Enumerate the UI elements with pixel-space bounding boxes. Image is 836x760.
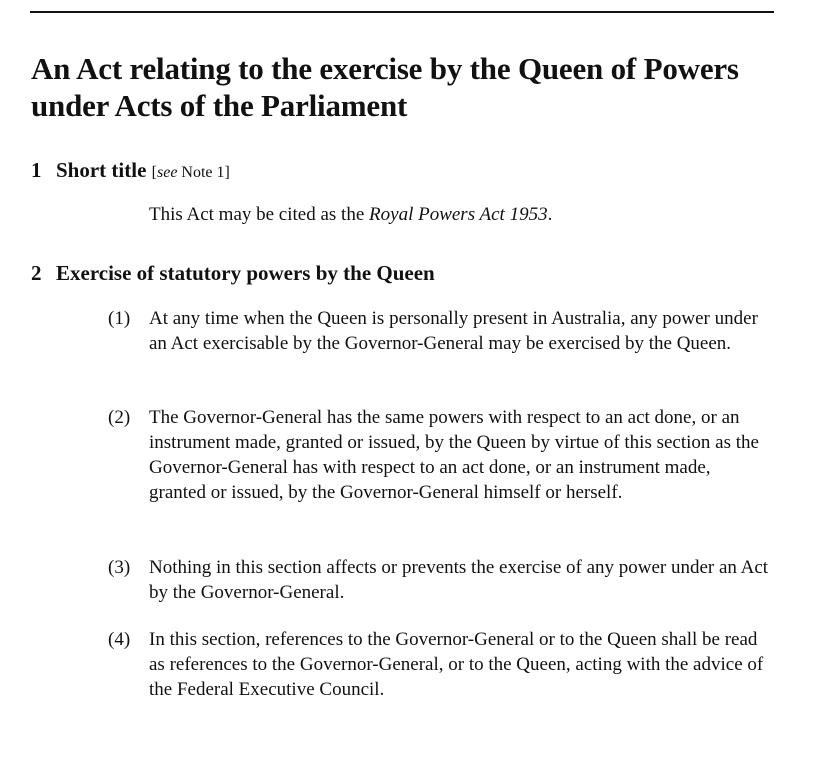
note-label: Note 1] <box>177 164 230 181</box>
section-1-text <box>149 202 552 227</box>
subsection-number: (2) <box>108 407 131 428</box>
subsection-2 <box>108 405 788 505</box>
act-title: An Act relating to the exercise by the Queen of Powers under Acts of the Parliament <box>31 51 739 123</box>
subsection-4 <box>108 627 788 702</box>
section-1-title: Short title <box>56 158 147 182</box>
subsection-number: (3) <box>108 557 131 578</box>
subsection-number: (1) <box>108 308 131 329</box>
subsection-text: At any time when the Queen is personally present in Australia, any power under an Act exercisable by the Governor-General may be exercised by the Queen. <box>149 308 758 354</box>
section-2-title: Exercise of statutory powers by the Queen <box>56 261 435 285</box>
subsection-number: (4) <box>108 629 131 650</box>
section-1-heading <box>31 157 230 186</box>
section-1-number: 1 <box>31 158 42 182</box>
note-see-word: see <box>156 164 178 181</box>
act-citation-title: Royal Powers Act 1953 <box>369 204 548 225</box>
section-2-heading <box>31 260 435 286</box>
subsection-text: Nothing in this section affects or prevents the exercise of any power under an Act by the Governor-General. <box>149 557 769 603</box>
section-2-number: 2 <box>31 261 42 285</box>
section-1-text-end: . <box>547 204 553 225</box>
note-open-bracket: [ <box>151 164 157 181</box>
top-rule <box>30 11 774 13</box>
subsection-1 <box>108 306 788 356</box>
section-1-text-start: This Act may be cited as the <box>149 204 370 225</box>
subsection-text: The Governor-General has the same powers with respect to an act done, or an instrument made, granted or issued, by the Queen by virtue of this section as the Governor-General has with respect to an act done, or an instrument made, granted or issued, by the Governor-General himself or herself. <box>149 407 759 503</box>
subsection-text: In this section, references to the Governor-General or to the Queen shall be read as references to the Governor-General, or to the Queen, acting with the advice of the Federal Executive Council. <box>149 629 764 700</box>
subsection-3 <box>108 555 788 605</box>
note-reference[interactable] <box>152 164 230 181</box>
